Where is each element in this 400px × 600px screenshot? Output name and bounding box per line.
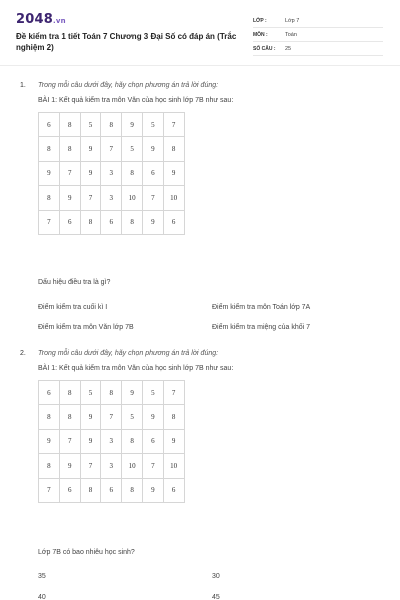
- table-row: [39, 186, 185, 210]
- table-cell: 8: [122, 429, 143, 453]
- table-cell: 8: [59, 405, 80, 429]
- table-cell: 9: [39, 429, 60, 453]
- table-cell: 6: [101, 210, 122, 234]
- table-cell: 9: [80, 137, 101, 161]
- logo-suffix: .vn: [52, 17, 66, 25]
- table-cell: 7: [101, 137, 122, 161]
- answer-option-b[interactable]: 30: [212, 573, 220, 580]
- table-cell: 8: [80, 478, 101, 502]
- table-cell: 5: [80, 113, 101, 137]
- question-number: 2.: [20, 350, 26, 357]
- meta-key: MÔN :: [253, 31, 268, 38]
- table-cell: 7: [39, 210, 60, 234]
- table-cell: 9: [163, 429, 184, 453]
- table-row: [39, 137, 185, 161]
- table-cell: 8: [122, 478, 143, 502]
- table-cell: 7: [163, 381, 184, 405]
- question-text: Lớp 7B có bao nhiêu học sinh?: [38, 549, 135, 556]
- meta-key: LỚP :: [253, 17, 267, 24]
- site-logo[interactable]: [16, 12, 66, 27]
- table-cell: 10: [122, 186, 143, 210]
- table-cell: 6: [163, 478, 184, 502]
- meta-row-class: [253, 14, 383, 28]
- table-cell: 3: [101, 454, 122, 478]
- table-cell: 8: [122, 161, 143, 185]
- table-cell: 8: [163, 405, 184, 429]
- table-cell: 9: [80, 405, 101, 429]
- table-cell: 6: [142, 429, 163, 453]
- table-cell: 9: [142, 137, 163, 161]
- table-cell: 6: [101, 478, 122, 502]
- table-cell: 9: [122, 381, 143, 405]
- answer-option-a[interactable]: Điểm kiểm tra cuối kì I: [38, 304, 108, 311]
- table-cell: 6: [59, 478, 80, 502]
- table-row: [39, 210, 185, 234]
- answer-option-d[interactable]: 45: [212, 594, 220, 600]
- header: [0, 0, 400, 66]
- table-cell: 8: [59, 137, 80, 161]
- table-cell: 8: [101, 113, 122, 137]
- table-cell: 3: [101, 429, 122, 453]
- table-cell: 10: [163, 186, 184, 210]
- page-title: Đề kiểm tra 1 tiết Toán 7 Chương 3 Đại Số có đáp án (Trắc nghiệm 2): [16, 32, 237, 52]
- table-cell: 9: [59, 454, 80, 478]
- table-cell: 5: [80, 381, 101, 405]
- question-intro: BÀI 1: Kết quả kiểm tra môn Văn của học sinh lớp 7B như sau:: [38, 97, 234, 104]
- logo-text: 2048: [16, 12, 53, 27]
- table-cell: 8: [39, 186, 60, 210]
- table-cell: 7: [163, 113, 184, 137]
- table-cell: 8: [39, 454, 60, 478]
- meta-value: 25: [285, 45, 292, 52]
- table-cell: 7: [39, 478, 60, 502]
- table-cell: 8: [59, 113, 80, 137]
- table-cell: 7: [80, 454, 101, 478]
- table-cell: 8: [59, 381, 80, 405]
- table-cell: 7: [59, 429, 80, 453]
- table-cell: 9: [142, 405, 163, 429]
- score-table: [38, 380, 185, 503]
- table-cell: 9: [80, 429, 101, 453]
- table-cell: 7: [59, 161, 80, 185]
- meta-value: Toán: [285, 31, 297, 38]
- table-cell: 8: [101, 381, 122, 405]
- table-cell: 7: [142, 454, 163, 478]
- table-cell: 9: [59, 186, 80, 210]
- meta-row-count: [253, 42, 383, 56]
- table-cell: 9: [39, 161, 60, 185]
- score-table: [38, 112, 185, 235]
- table-cell: 9: [142, 210, 163, 234]
- meta-key: SỐ CÂU :: [253, 45, 276, 52]
- table-cell: 7: [101, 405, 122, 429]
- table-cell: 6: [39, 113, 60, 137]
- answer-option-c[interactable]: Điểm kiểm tra môn Văn lớp 7B: [38, 324, 134, 331]
- table-cell: 5: [122, 137, 143, 161]
- table-cell: 6: [142, 161, 163, 185]
- table-row: [39, 478, 185, 502]
- table-cell: 8: [39, 137, 60, 161]
- table-cell: 9: [80, 161, 101, 185]
- table-cell: 8: [39, 405, 60, 429]
- table-cell: 8: [80, 210, 101, 234]
- table-cell: 5: [142, 113, 163, 137]
- table-cell: 9: [142, 478, 163, 502]
- table-cell: 9: [122, 113, 143, 137]
- table-cell: 7: [80, 186, 101, 210]
- table-cell: 10: [163, 454, 184, 478]
- table-cell: 3: [101, 161, 122, 185]
- table-row: [39, 381, 185, 405]
- table-row: [39, 405, 185, 429]
- table-cell: 6: [39, 381, 60, 405]
- table-row: [39, 113, 185, 137]
- meta-value: Lớp 7: [285, 17, 300, 24]
- question-prompt: Trong mỗi câu dưới đây, hãy chọn phương án trả lời đúng:: [38, 82, 219, 89]
- table-row: [39, 429, 185, 453]
- meta-row-subject: [253, 28, 383, 42]
- question-intro: BÀI 1: Kết quả kiểm tra môn Văn của học sinh lớp 7B như sau:: [38, 365, 234, 372]
- table-cell: 7: [142, 186, 163, 210]
- table-cell: 10: [122, 454, 143, 478]
- table-cell: 5: [122, 405, 143, 429]
- table-cell: 3: [101, 186, 122, 210]
- table-cell: 6: [163, 210, 184, 234]
- table-cell: 8: [163, 137, 184, 161]
- table-cell: 9: [163, 161, 184, 185]
- table-cell: 8: [122, 210, 143, 234]
- table-cell: 5: [142, 381, 163, 405]
- table-row: [39, 161, 185, 185]
- question-text: Dấu hiệu điều tra là gì?: [38, 279, 111, 286]
- question-number: 1.: [20, 82, 26, 89]
- exam-meta: [253, 14, 383, 56]
- answer-option-a[interactable]: 35: [38, 573, 46, 580]
- answer-option-b[interactable]: Điểm kiểm tra môn Toán lớp 7A: [212, 304, 311, 311]
- question-prompt: Trong mỗi câu dưới đây, hãy chọn phương án trả lời đúng:: [38, 350, 219, 357]
- answer-option-d[interactable]: Điểm kiểm tra miệng của khối 7: [212, 324, 311, 331]
- table-cell: 6: [59, 210, 80, 234]
- table-row: [39, 454, 185, 478]
- answer-option-c[interactable]: 40: [38, 594, 46, 600]
